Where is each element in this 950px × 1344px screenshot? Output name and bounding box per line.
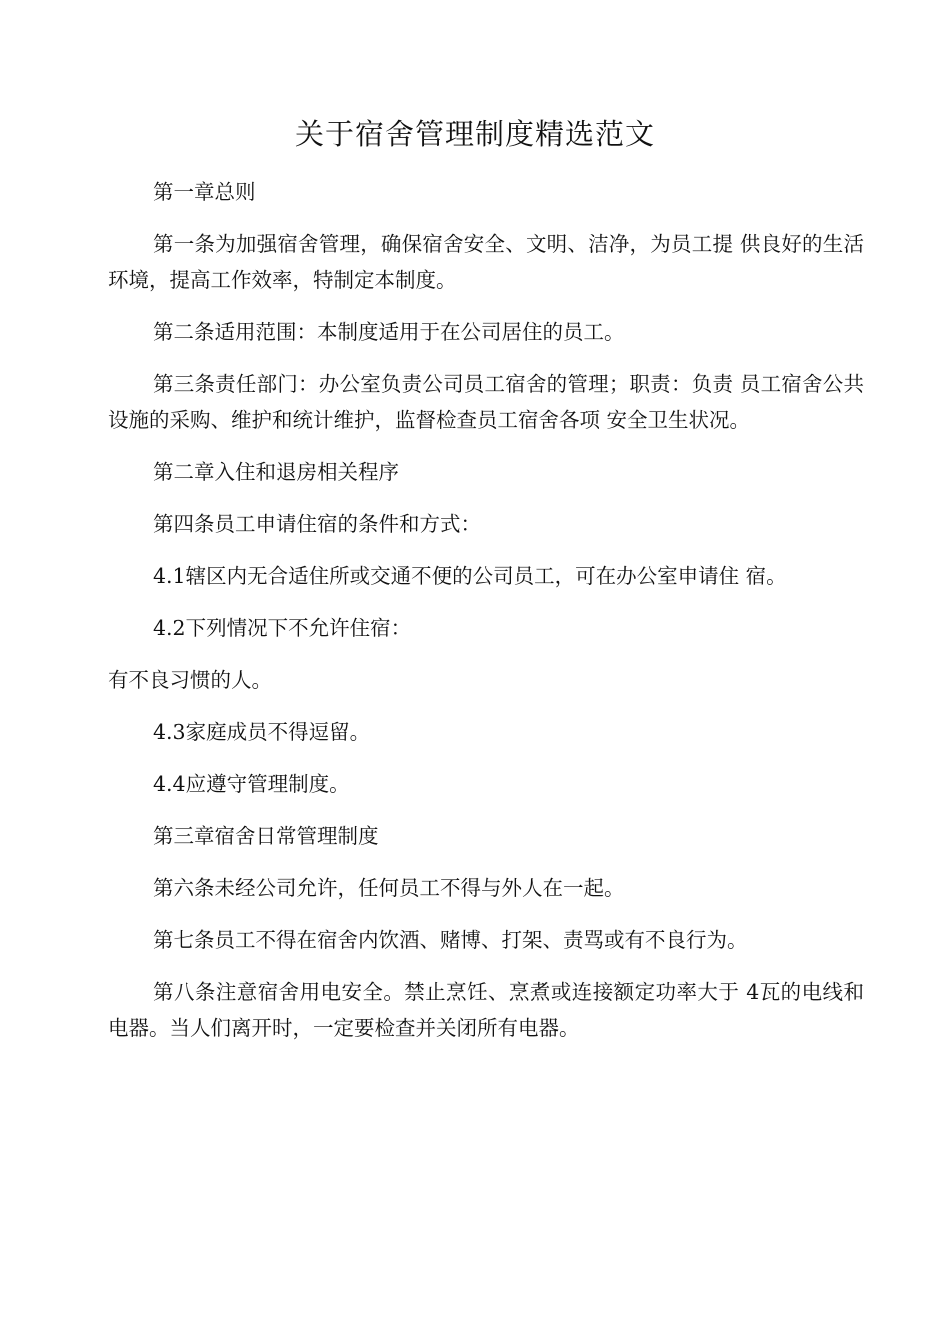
article-paragraph: 第三条责任部门：办公室负责公司员工宿舍的管理；职责：负责 员工宿舍公共设施的采购、维护和统计维护，监督检查员工宿舍各项 安全卫生状况。	[108, 372, 864, 432]
chapter-heading: 第三章宿舍日常管理制度	[153, 824, 379, 848]
clause-item: 有不良习惯的人。	[108, 668, 272, 692]
article-paragraph: 第七条员工不得在宿舍内饮酒、赌博、打架、责骂或有不良行为。	[153, 928, 748, 952]
clause-paragraph: 4.4应遵守管理制度。	[153, 772, 350, 796]
article-paragraph: 第六条未经公司允许，任何员工不得与外人在一起。	[153, 876, 625, 900]
chapter-heading: 第一章总则	[153, 180, 256, 204]
document-title: 关于宿舍管理制度精选范文	[294, 117, 655, 151]
clause-paragraph: 4.3家庭成员不得逗留。	[153, 720, 371, 744]
article-paragraph: 第一条为加强宿舍管理，确保宿舍安全、文明、洁净，为员工提 供良好的生活环境，提高工作效率，特制定本制度。	[108, 232, 864, 292]
chapter-heading: 第二章入住和退房相关程序	[153, 460, 399, 484]
article-paragraph: 第四条员工申请住宿的条件和方式：	[153, 512, 481, 536]
clause-paragraph: 4.1辖区内无合适住所或交通不便的公司员工，可在办公室申请住 宿。	[153, 564, 787, 588]
article-paragraph: 第二条适用范围：本制度适用于在公司居住的员工。	[153, 320, 625, 344]
clause-paragraph: 4.2下列情况下不允许住宿：	[153, 616, 412, 640]
article-paragraph: 第八条注意宿舍用电安全。禁止烹饪、烹煮或连接额定功率大于 4瓦的电线和电器。当人们离开时，一定要检查并关闭所有电器。	[108, 980, 864, 1040]
document-body	[108, 174, 864, 1062]
